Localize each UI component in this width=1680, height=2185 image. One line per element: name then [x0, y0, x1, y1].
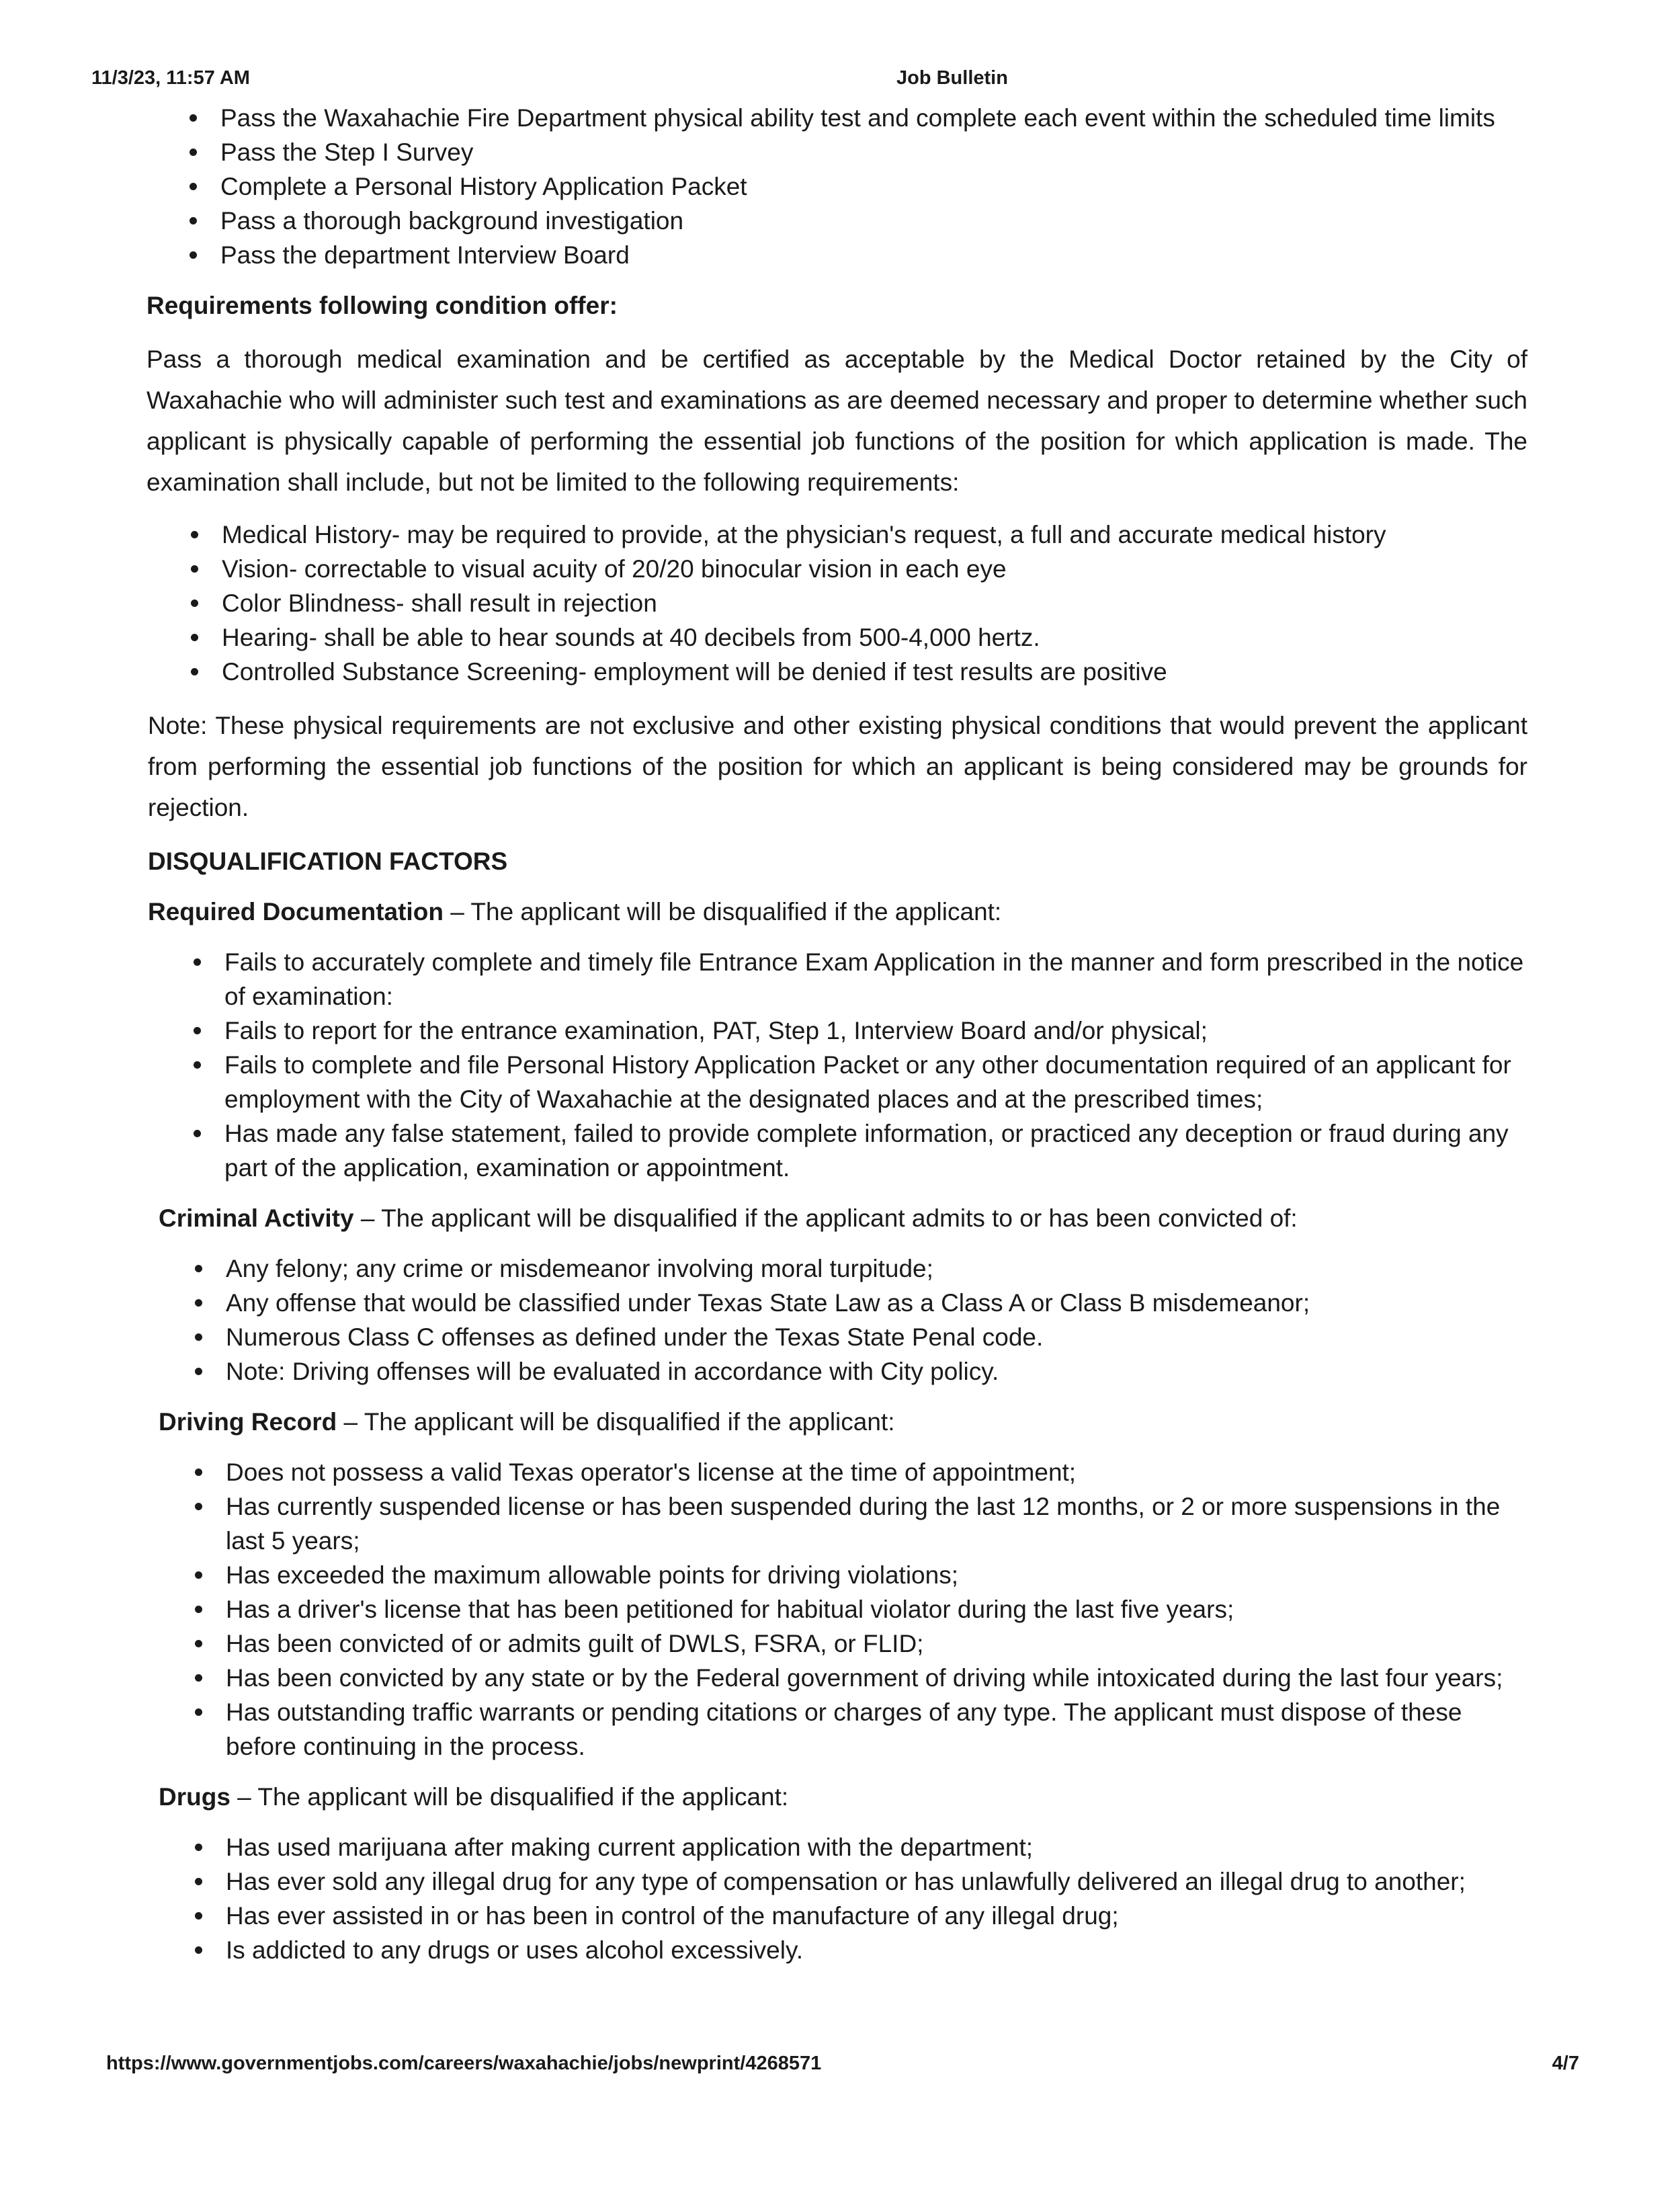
list-item: Fails to complete and file Personal History Application Packet or any other documentation required of an applicant for employment with the City of Waxahachie at the designated places and at the prescribed times; [187, 1048, 1527, 1116]
list-item: Pass the Waxahachie Fire Department physical ability test and complete each event within the scheduled time limits [183, 101, 1527, 135]
physical-requirements-note: Note: These physical requirements are not exclusive and other existing physical conditions that would prevent the applicant from performing the essential job functions of the position for which an applicant is being considered may be grounds for rejection. [148, 712, 1527, 821]
driving-record-list [188, 1455, 1527, 1764]
drugs-intro [146, 1780, 1527, 1814]
list-item: Vision- correctable to visual acuity of 20/20 binocular vision in each eye [184, 552, 1527, 586]
page-url: https://www.governmentjobs.com/careers/waxahachie/jobs/newprint/4268571 [106, 2053, 822, 2074]
print-footer [106, 2053, 1579, 2079]
print-date: 11/3/23, 11:57 AM [91, 67, 250, 89]
driving-record-text: – The applicant will be disqualified if the applicant: [337, 1408, 895, 1436]
list-item: Is addicted to any drugs or uses alcohol excessively. [188, 1933, 1527, 1967]
list-item: Has outstanding traffic warrants or pending citations or charges of any type. The applicant must dispose of these before continuing in the process. [188, 1695, 1527, 1764]
list-item: Any felony; any crime or misdemeanor involving moral turpitude; [188, 1251, 1527, 1286]
list-item: Has currently suspended license or has been suspended during the last 12 months, or 2 or more suspensions in the last 5 years; [188, 1489, 1527, 1558]
print-header [91, 67, 1586, 94]
page-number: 4/7 [1552, 2053, 1579, 2074]
document-title: Job Bulletin [896, 67, 1008, 89]
list-item: Has ever assisted in or has been in control of the manufacture of any illegal drug; [188, 1899, 1527, 1933]
list-item: Color Blindness- shall result in rejection [184, 586, 1527, 620]
medical-exam-paragraph: Pass a thorough medical examination and be certified as acceptable by the Medical Doctor retained by the City of Waxahachie who will administer such test and examinations as are deemed necessary and proper to determine whether such applicant is physically capable of performing the essential job functions of the position for which application is made. The examination shall include, but not be limited to the following requirements: [146, 345, 1527, 496]
list-item: Complete a Personal History Application Packet [183, 169, 1527, 204]
disqualification-heading: DISQUALIFICATION FACTORS [148, 848, 508, 875]
drugs-label: Drugs [159, 1783, 230, 1811]
list-item: Has ever sold any illegal drug for any type of compensation or has unlawfully delivered an illegal drug to another; [188, 1864, 1527, 1899]
list-item: Has been convicted of or admits guilt of DWLS, FSRA, or FLID; [188, 1626, 1527, 1661]
job-bulletin-content [146, 101, 1527, 1967]
conditional-offer-heading: Requirements following condition offer: [146, 292, 618, 319]
required-documentation-intro [146, 895, 1527, 929]
criminal-activity-intro [146, 1201, 1527, 1235]
drugs-text: – The applicant will be disqualified if the applicant: [230, 1783, 789, 1811]
list-item: Pass the department Interview Board [183, 238, 1527, 272]
list-item: Hearing- shall be able to hear sounds at 40 decibels from 500-4,000 hertz. [184, 620, 1527, 655]
criminal-activity-label: Criminal Activity [159, 1204, 354, 1232]
list-item: Any offense that would be classified under Texas State Law as a Class A or Class B misdemeanor; [188, 1286, 1527, 1320]
list-item: Has exceeded the maximum allowable points for driving violations; [188, 1558, 1527, 1592]
list-item: Has made any false statement, failed to provide complete information, or practiced any deception or fraud during any part of the application, examination or appointment. [187, 1116, 1527, 1185]
criminal-activity-text: – The applicant will be disqualified if the applicant admits to or has been convicted of: [353, 1204, 1298, 1232]
list-item: Note: Driving offenses will be evaluated in accordance with City policy. [188, 1354, 1527, 1389]
driving-record-label: Driving Record [159, 1408, 337, 1436]
list-item: Controlled Substance Screening- employment will be denied if test results are positive [184, 655, 1527, 689]
list-item: Has a driver's license that has been petitioned for habitual violator during the last five years; [188, 1592, 1527, 1626]
required-documentation-list [187, 945, 1527, 1185]
application-steps-list [183, 101, 1527, 272]
list-item: Fails to accurately complete and timely file Entrance Exam Application in the manner and form prescribed in the notice of examination: [187, 945, 1527, 1014]
driving-record-intro [146, 1405, 1527, 1439]
list-item: Numerous Class C offenses as defined under the Texas State Penal code. [188, 1320, 1527, 1354]
drugs-list [188, 1830, 1527, 1967]
required-documentation-label: Required Documentation [148, 898, 444, 925]
list-item: Does not possess a valid Texas operator's license at the time of appointment; [188, 1455, 1527, 1489]
list-item: Pass the Step I Survey [183, 135, 1527, 169]
list-item: Fails to report for the entrance examination, PAT, Step 1, Interview Board and/or physical; [187, 1014, 1527, 1048]
list-item: Medical History- may be required to provide, at the physician's request, a full and accurate medical history [184, 518, 1527, 552]
required-documentation-text: – The applicant will be disqualified if the applicant: [443, 898, 1002, 925]
list-item: Has used marijuana after making current application with the department; [188, 1830, 1527, 1864]
list-item: Has been convicted by any state or by the Federal government of driving while intoxicated during the last four years; [188, 1661, 1527, 1695]
list-item: Pass a thorough background investigation [183, 204, 1527, 238]
criminal-activity-list [188, 1251, 1527, 1389]
medical-requirements-list [184, 518, 1527, 689]
